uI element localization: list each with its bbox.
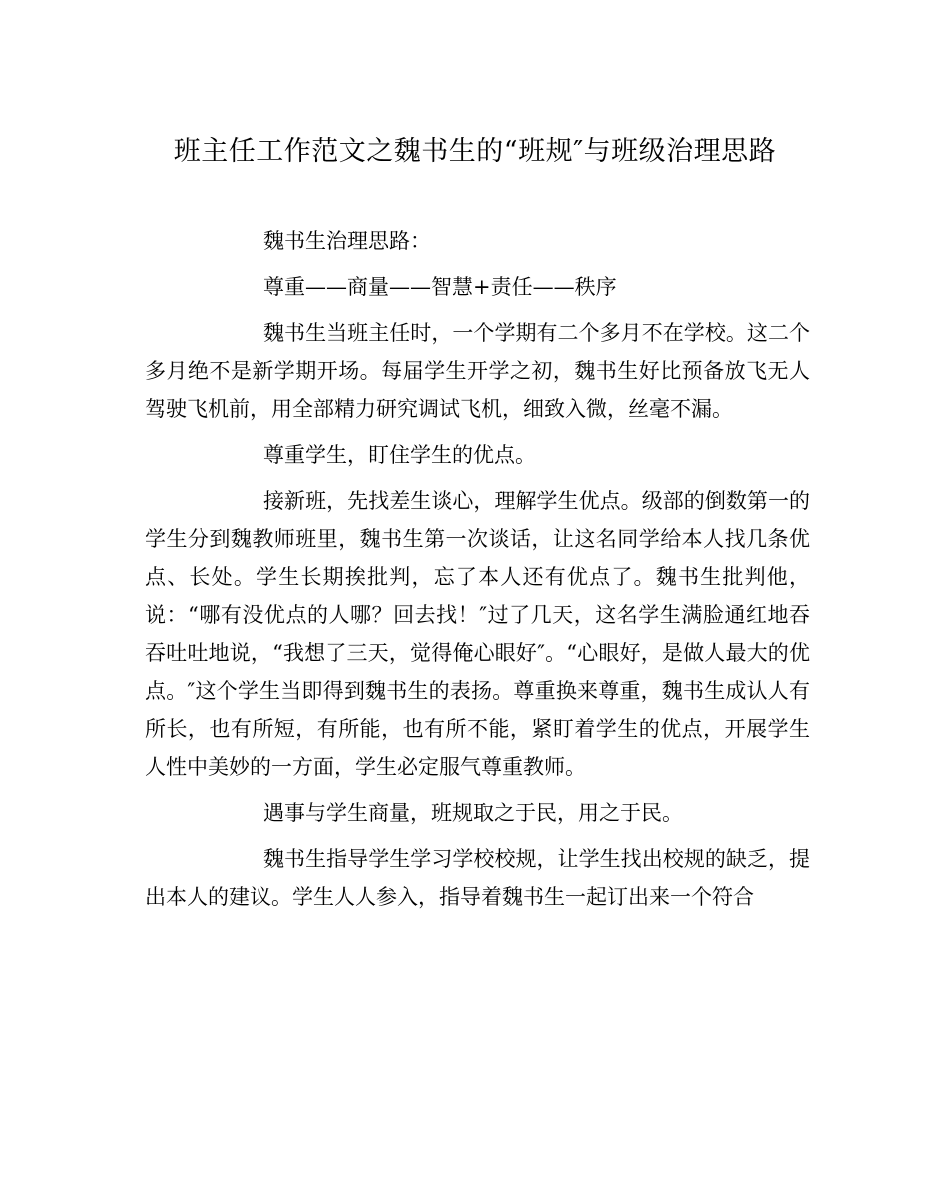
paragraph-new-class-story: 接新班，先找差生谈心，理解学生优点。级部的倒数第一的学生分到魏教师班里，魏书生第一次谈话，让这名同学给本人找几条优点、长处。学生长期挨批判，忘了本人还有优点了。魏书生批判他，说：“哪有没优点的人哪？回去找！″过了几天，这名学生满脸通红地吞吞吐吐地说，“我想了三天，觉得俺心眼好″。“心眼好，是做人最大的优点。″这个学生当即得到魏书生的表扬。尊重换来尊重，魏书生成认人有所长，也有所短，有所能，也有所不能，紧盯着学生的优点，开展学生人性中美妙的一方面，学生必定服气尊重教师。	[145, 489, 810, 779]
paragraph-respect-students: 尊重学生，盯住学生的优点。	[263, 443, 536, 467]
document-body	[145, 222, 810, 924]
paragraph-semester-preparation: 魏书生当班主任时，一个学期有二个多月不在学校。这二个多月绝不是新学期开场。每届学生开学之初，魏书生好比预备放飞无人驾驶飞机前，用全部精力研究调试飞机，细致入微，丝毫不漏。	[145, 321, 810, 421]
paragraph-principles-chain: 尊重——商量——智慧+责任——秩序	[263, 275, 617, 299]
paragraph-heading-approach: 魏书生治理思路：	[263, 229, 431, 253]
document-title: 班主任工作范文之魏书生的“班规″与班级治理思路	[173, 136, 777, 167]
paragraph-discuss-with-students: 遇事与学生商量，班规取之于民，用之于民。	[263, 801, 683, 825]
paragraph-school-rules: 魏书生指导学生学习学校校规，让学生找出校规的缺乏，提出本人的建议。学生人人参入，指导着魏书生一起订出来一个符合	[145, 847, 810, 909]
